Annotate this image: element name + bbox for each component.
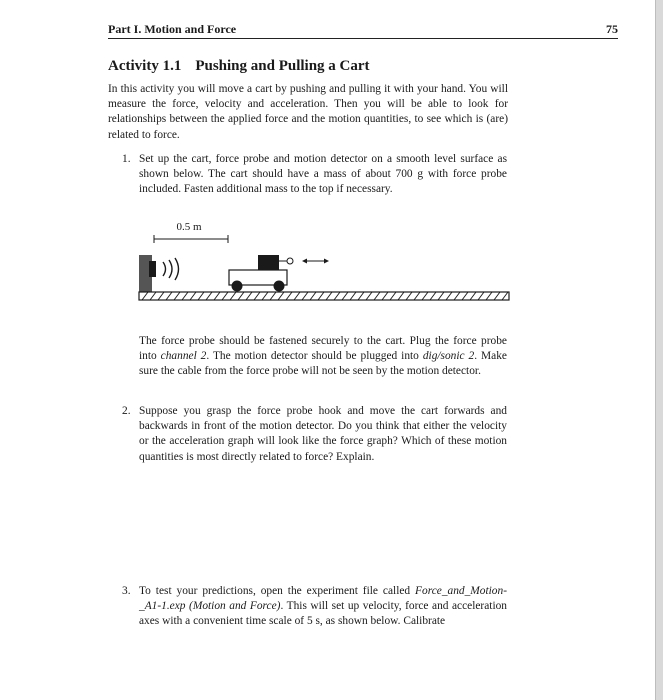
step-number: 3.: [122, 585, 131, 597]
step-text: Set up the cart, force probe and motion detector on a smooth level surface as shown below. The cart should have a mass of about 700 g with force probe included. Fasten additional mass to the top if necessary.: [139, 153, 507, 196]
activity-title: Pushing and Pulling a Cart: [195, 58, 370, 74]
step-3-text-c: . This will set up velocity, force and acceleration axes with a convenient time scale of 5 s, as shown below. Calibrate: [139, 600, 507, 628]
cart: [229, 255, 293, 292]
distance-dimension-line: [154, 235, 228, 243]
sound-waves-icon: [163, 258, 179, 280]
distance-label: 0.5 m: [176, 221, 202, 233]
activity-heading: [108, 58, 370, 75]
motion-detector: [139, 255, 156, 293]
cart-setup-diagram: [136, 215, 516, 315]
figure-instructions-text-c: . Make sure the cable from the force probe will not be seen by the motion detector.: [139, 350, 507, 378]
experiment-file-name: Force_and_Motion-_A1-1.exp: [139, 585, 507, 613]
step-number: 1.: [122, 153, 131, 165]
figure-instructions: [139, 334, 507, 380]
track-surface: [139, 292, 509, 300]
running-header: [108, 22, 618, 39]
step-text: [139, 584, 507, 630]
port-name: dig/sonic 2: [422, 350, 475, 363]
figure-instructions-text-b: . The motion detector should be plugged into: [206, 350, 423, 363]
step-text: Suppose you grasp the force probe hook and move the cart forwards and backwards in front of the motion detector. Do you think that either the velocity or the acceleration graph will look like the force graph? Which of these motion quantities is most directly related to force? Explain.: [139, 405, 507, 463]
figure-instructions-text-a: The force probe should be fastened securely to the cart. Plug the force probe into: [139, 335, 507, 363]
running-head: Part I. Motion and Force: [108, 22, 237, 36]
step-number: 2.: [122, 405, 131, 417]
experiment-file-description: (Motion and Force): [189, 600, 281, 613]
step-3-text-a: To test your predictions, open the experiment file called: [139, 585, 416, 597]
page-number: 75: [606, 22, 618, 36]
force-probe: [258, 255, 279, 270]
activity-label: Activity 1.1: [108, 58, 182, 74]
intro-paragraph: In this activity you will move a cart by pushing and pulling it with your hand. You will measure the force, velocity and acceleration. Then you will be able to look for relationships between the applied force and the motion quantities, to see which is (are) related to force.: [108, 83, 508, 141]
channel-name: channel 2: [160, 350, 207, 363]
pull-direction-arrow-icon: [302, 259, 329, 264]
